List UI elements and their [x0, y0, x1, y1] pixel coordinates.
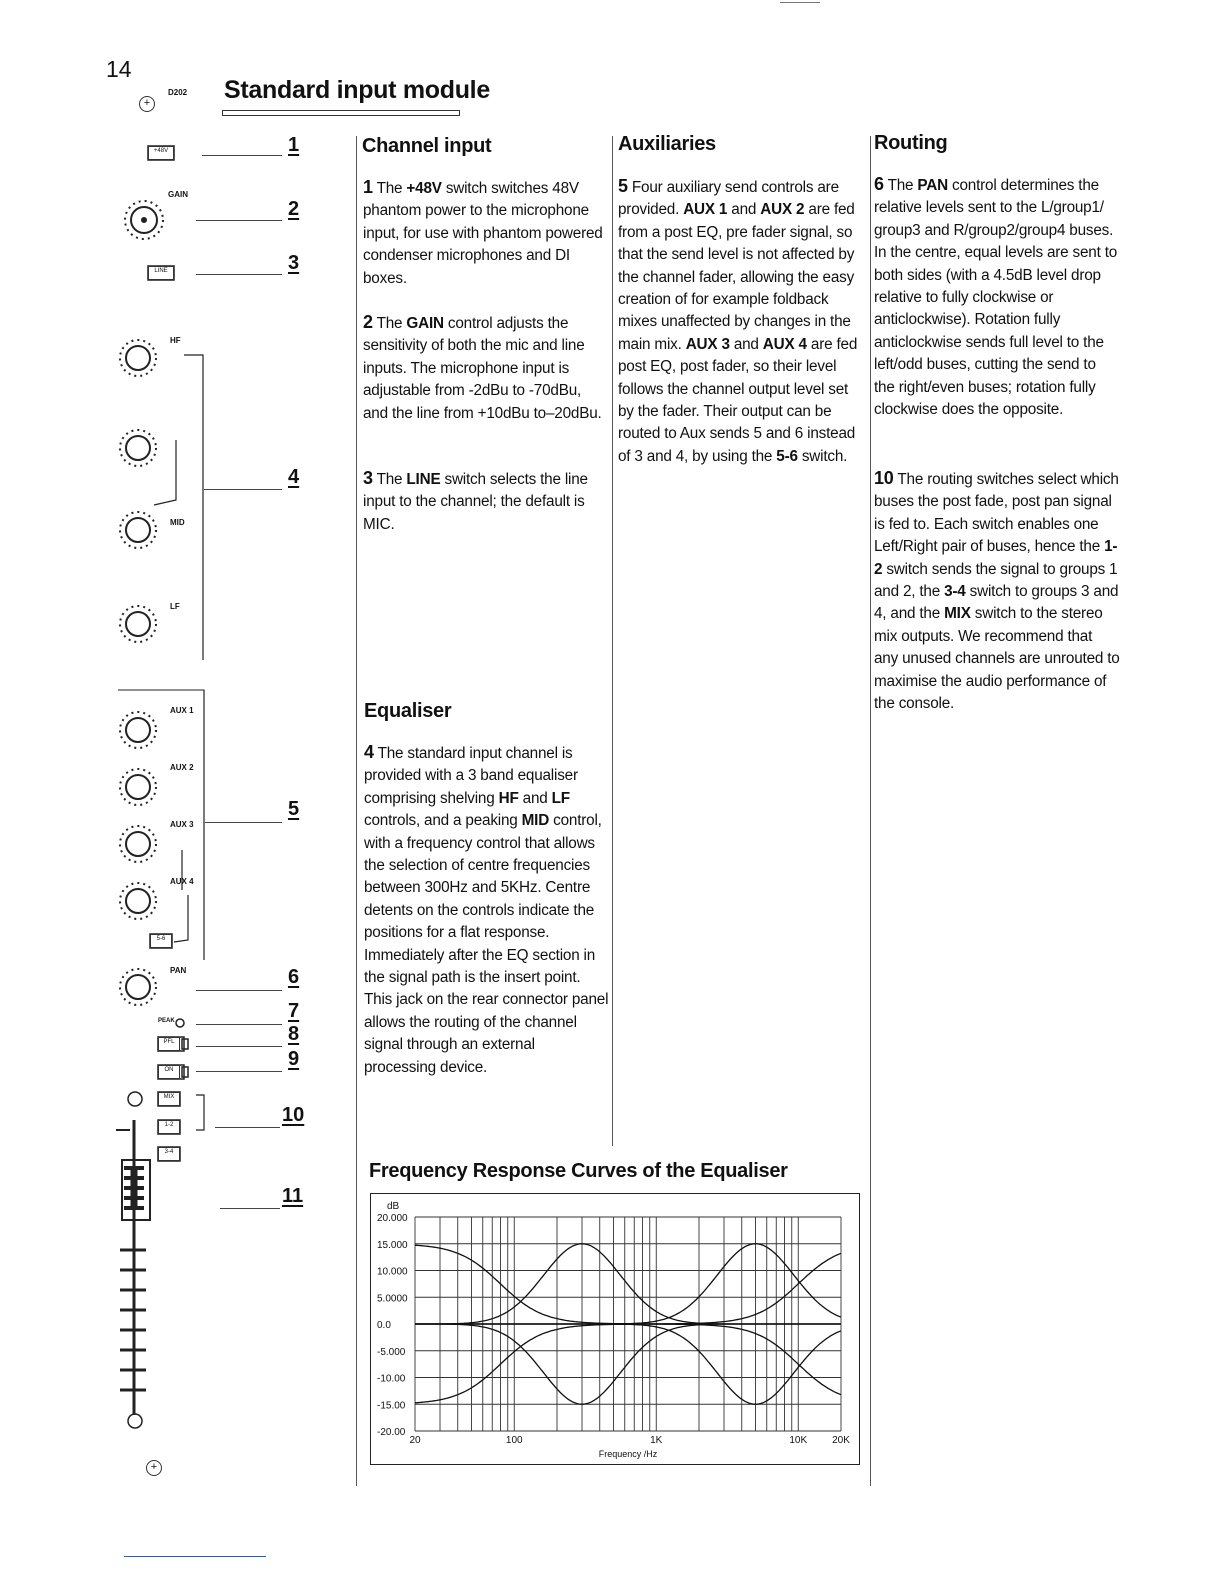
route-1-2-switch[interactable]: 1-2	[158, 1120, 180, 1134]
paragraph-text: The GAIN control adjusts the sensitivity of both the mic and line inputs. The microphone input is adjustable from -2dBu to -70dBu, and the line from +10dBu to–20dBu.	[363, 315, 602, 422]
paragraph-text: The LINE switch selects the line input to the channel; the default is MIC.	[363, 471, 588, 533]
paragraph-text: The standard input channel is provided with a 3 band equaliser comprising shelving HF and LF controls, and a peaking MID control, with a frequency control that allows the selection of centre frequencies between 300Hz and 5KHz. Centre detents on the controls indicate the positions for a flat response. Immediately after the EQ section in the signal path is the insert point. This jack on the rear connector panel allows the routing of the channel signal through an external processing device.	[364, 745, 609, 1076]
y-tick-label: 10.000	[377, 1266, 408, 1278]
callout-2: 2	[288, 198, 300, 220]
y-tick-label: -5.000	[377, 1346, 406, 1358]
leader-line	[196, 220, 282, 221]
callout-8: 8	[288, 1023, 300, 1045]
paragraph-1	[363, 176, 603, 290]
callout-7: 7	[288, 1000, 300, 1022]
mix-switch[interactable]: MIX	[158, 1092, 180, 1106]
paragraph-number: 2	[363, 312, 373, 332]
leader-line	[196, 1071, 282, 1072]
gain-label: GAIN	[168, 190, 188, 199]
paragraph-6	[874, 173, 1120, 421]
paragraph-text: The routing switches select which buses the post fade, post pan signal is fed to. Each switch enables one Left/Right pair of buses, hence the 1-2 switch sends the signal to groups 1 and 2, the 3-4 switch to groups 3 and 4, and the MIX switch to the stereo mix outputs. We recommend that any unused channels are unrouted to maximise the audio performance of the console.	[874, 471, 1120, 713]
equaliser-heading: Equaliser	[364, 700, 452, 722]
callout-1: 1	[288, 134, 300, 156]
column-divider	[612, 136, 613, 1146]
y-tick-label: -10.00	[377, 1373, 406, 1385]
y-axis-label: dB	[387, 1201, 400, 1212]
callout-4: 4	[288, 466, 300, 488]
phantom-switch[interactable]: +48V	[148, 146, 174, 160]
channel-strip-illustration	[100, 130, 230, 1490]
on-switch[interactable]: ON	[158, 1065, 180, 1079]
routing-heading: Routing	[874, 132, 948, 154]
column-divider	[870, 136, 871, 1486]
series-line-hf-boost	[415, 1253, 841, 1324]
x-axis-label: Frequency /Hz	[598, 1449, 658, 1459]
x-tick-label: 1K	[650, 1435, 663, 1446]
leader-line	[196, 274, 282, 275]
callout-5: 5	[288, 798, 300, 820]
paragraph-text: The +48V switch switches 48V phantom power to the microphone input, for use with phantom powered condenser microphones and DI boxes.	[363, 180, 603, 287]
paragraph-number: 10	[874, 468, 894, 488]
aux-5-6-switch[interactable]: 5-6	[150, 934, 172, 948]
aux4-label: AUX 4	[170, 877, 194, 886]
page-number: 14	[106, 56, 132, 82]
series-line-hf-cut	[415, 1324, 841, 1395]
mid-label: MID	[170, 518, 185, 527]
hf-label: HF	[170, 336, 181, 345]
paragraph-number: 1	[363, 177, 373, 197]
line-switch[interactable]: LINE	[148, 266, 174, 280]
leader-line	[196, 990, 282, 991]
paragraph-5	[618, 175, 864, 468]
page-title: Standard input module	[224, 76, 490, 104]
channel-input-heading: Channel input	[362, 135, 492, 157]
channel-strip-drawing	[100, 130, 230, 1490]
y-tick-label: 15.000	[377, 1239, 408, 1251]
leader-line	[196, 1046, 282, 1047]
y-tick-label: 0.0	[377, 1320, 391, 1331]
y-tick-label: 5.0000	[377, 1293, 408, 1305]
paragraph-number: 5	[618, 176, 628, 196]
paragraph-10	[874, 467, 1120, 715]
leader-line	[202, 155, 282, 156]
x-tick-label: 20	[409, 1435, 421, 1446]
chart-title: Frequency Response Curves of the Equaliser	[369, 1160, 788, 1182]
paragraph-2	[363, 311, 603, 425]
route-3-4-switch[interactable]: 3-4	[158, 1147, 180, 1161]
y-tick-label: -15.00	[377, 1400, 406, 1412]
pfl-switch[interactable]: PFL	[158, 1037, 180, 1051]
leader-line	[220, 1208, 280, 1209]
x-tick-label: 10K	[789, 1435, 808, 1446]
leader-line	[215, 1127, 280, 1128]
callout-11: 11	[282, 1185, 304, 1207]
screw-icon: +	[139, 96, 155, 112]
callout-10: 10	[282, 1104, 305, 1126]
lf-label: LF	[170, 602, 180, 611]
bottom-edge-mark	[124, 1556, 266, 1557]
leader-line	[196, 1024, 282, 1025]
leader-line	[204, 489, 282, 490]
top-edge-mark	[780, 2, 820, 3]
column-divider	[356, 136, 357, 1486]
paragraph-4	[364, 741, 610, 1079]
screw-icon: +	[146, 1460, 162, 1476]
pan-label: PAN	[170, 966, 187, 975]
eq-response-chart	[371, 1194, 858, 1463]
module-code: D202	[168, 88, 188, 97]
x-tick-label: 20K	[832, 1435, 850, 1446]
y-tick-label: 20.000	[377, 1213, 408, 1224]
paragraph-number: 4	[364, 742, 374, 762]
paragraph-3	[363, 467, 603, 536]
auxiliaries-heading: Auxiliaries	[618, 133, 716, 155]
aux1-label: AUX 1	[170, 706, 194, 715]
paragraph-number: 3	[363, 468, 373, 488]
eq-chart-frame	[370, 1193, 860, 1465]
paragraph-number: 6	[874, 174, 884, 194]
callout-6: 6	[288, 966, 300, 988]
aux2-label: AUX 2	[170, 763, 194, 772]
paragraph-text: The PAN control determines the relative levels sent to the L/group1/ group3 and R/group2/group4 buses. In the centre, equal levels are sent to both sides (with a 4.5dB level drop relative to fully clockwise or anticlockwise). Rotation fully anticlockwise sends full level to the left/odd buses, cutting the send to the right/even buses; rotation fully clockwise does the opposite.	[874, 177, 1118, 419]
callout-3: 3	[288, 252, 300, 274]
callout-9: 9	[288, 1048, 300, 1070]
peak-label: PEAK	[158, 1018, 175, 1024]
paragraph-text: Four auxiliary send controls are provided. AUX 1 and AUX 2 are fed from a post EQ, pre fader signal, so that the send level is not affected by the channel fader, allowing the easy creation of for example foldback mixes unaffected by changes in the main mix. AUX 3 and AUX 4 are fed post EQ, post fader, so their level follows the channel output level set by the fader. Their output can be routed to Aux sends 5 and 6 instead of 3 and 4, by using the 5-6 switch.	[618, 179, 858, 465]
title-rule	[222, 110, 460, 116]
aux3-label: AUX 3	[170, 820, 194, 829]
y-tick-label: -20.00	[377, 1427, 406, 1438]
leader-line	[205, 822, 282, 823]
x-tick-label: 100	[505, 1435, 523, 1446]
